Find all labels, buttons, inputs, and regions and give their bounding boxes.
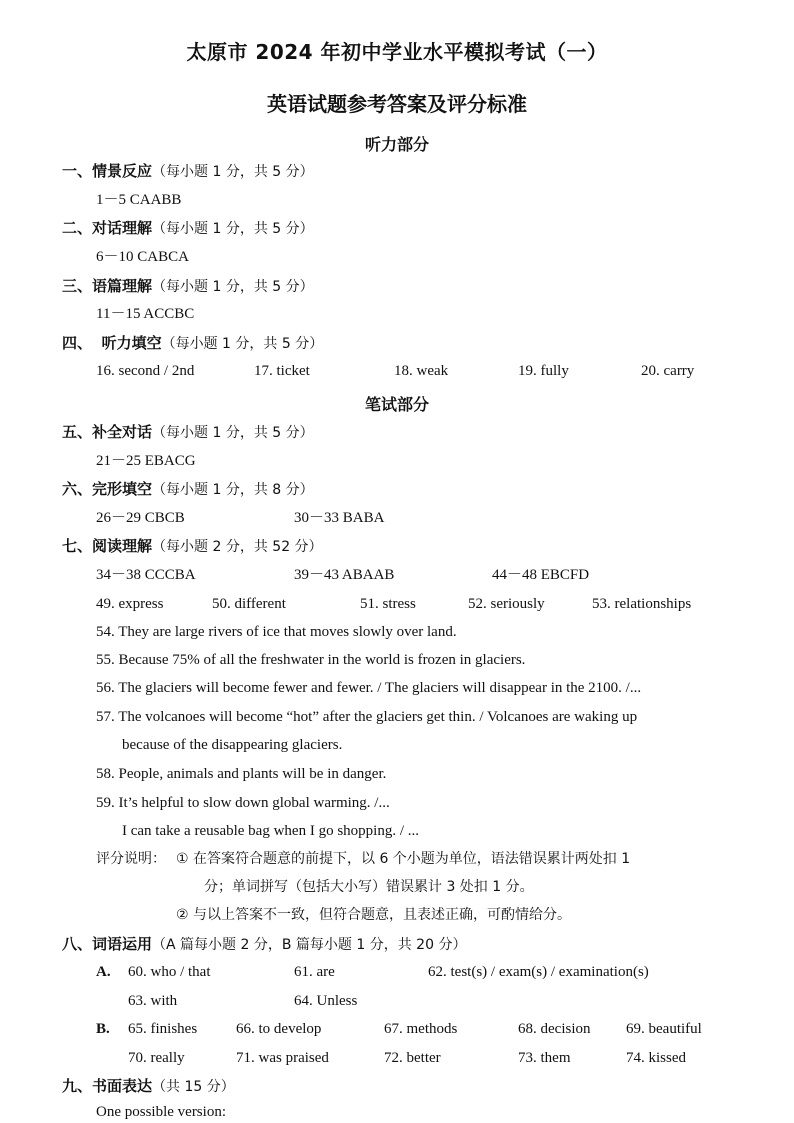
section-number: 九、 bbox=[62, 1077, 93, 1095]
section-6-heading bbox=[62, 479, 314, 500]
answer-56: 56. The glaciers will become fewer and fewer. / The glaciers will disappear in the 2100. /... bbox=[96, 680, 642, 696]
section-1-heading bbox=[62, 161, 314, 182]
section-number: 二、 bbox=[62, 219, 93, 237]
answer-69: 69. beautiful bbox=[626, 1021, 702, 1037]
section-9-heading bbox=[62, 1076, 235, 1097]
section-note: （A 篇每小题 2 分，B 篇每小题 1 分，共 20 分） bbox=[152, 937, 467, 953]
section-note: （每小题 1 分，共 5 分） bbox=[152, 425, 314, 441]
part-b-label: B. bbox=[96, 1021, 110, 1037]
listening-heading: 听力部分 bbox=[364, 135, 429, 154]
section-name: 语篇理解 bbox=[92, 277, 153, 295]
scoring-rule-1: ① 在答案符合题意的前提下，以 6 个小题为单位，语法错误累计两处扣 1 bbox=[176, 851, 631, 867]
section-5-heading bbox=[62, 422, 314, 443]
answer-61: 61. are bbox=[294, 964, 335, 980]
answer-51: 51. stress bbox=[360, 596, 416, 612]
answer-66: 66. to develop bbox=[236, 1021, 322, 1037]
section-name: 完形填空 bbox=[92, 480, 153, 498]
section-number: 五、 bbox=[62, 423, 93, 441]
section-number: 六、 bbox=[62, 480, 93, 498]
section-name: 书面表达 bbox=[92, 1077, 153, 1095]
section-number: 一、 bbox=[62, 162, 93, 180]
section-2-answer: 6－10 CABCA bbox=[96, 249, 189, 265]
section-number: 三、 bbox=[62, 277, 93, 295]
section-name: 情景反应 bbox=[92, 162, 153, 180]
section-name: 对话理解 bbox=[92, 219, 153, 237]
section-name: 词语运用 bbox=[92, 935, 153, 953]
answer-73: 73. them bbox=[518, 1050, 571, 1066]
answer-60: 60. who / that bbox=[128, 964, 211, 980]
answer-58: 58. People, animals and plants will be in danger. bbox=[96, 766, 387, 782]
answer-57: 57. The volcanoes will become “hot” after the glaciers get thin. / Volcanoes are waking up bbox=[96, 709, 638, 725]
answer-16: 16. second / 2nd bbox=[96, 363, 195, 379]
section-name: 听力填空 bbox=[101, 334, 162, 352]
answer-30-33: 30－33 BABA bbox=[294, 510, 385, 526]
answer-72: 72. better bbox=[384, 1050, 441, 1066]
section-note: （每小题 1 分，共 5 分） bbox=[161, 336, 324, 352]
answer-71: 71. was praised bbox=[236, 1050, 329, 1066]
scoring-notes-label: 评分说明： bbox=[96, 851, 166, 867]
section-note: （每小题 1 分，共 5 分） bbox=[152, 279, 314, 295]
section-1-answer: 1－5 CAABB bbox=[96, 192, 182, 208]
scoring-rule-1-cont: 分；单词拼写（包括大小写）错误累计 3 处扣 1 分。 bbox=[204, 879, 534, 895]
section-3-answer: 11－15 ACCBC bbox=[96, 306, 195, 322]
answer-63: 63. with bbox=[128, 993, 178, 1009]
section-note: （每小题 1 分，共 8 分） bbox=[152, 482, 314, 498]
section-4-heading bbox=[62, 333, 323, 354]
section-name: 阅读理解 bbox=[92, 537, 153, 555]
scoring-rule-2: ② 与以上答案不一致，但符合题意，且表述正确，可酌情给分。 bbox=[176, 907, 571, 923]
answer-53: 53. relationships bbox=[592, 596, 692, 612]
section-7-heading bbox=[62, 536, 323, 557]
answer-65: 65. finishes bbox=[128, 1021, 198, 1037]
answer-62: 62. test(s) / exam(s) / examination(s) bbox=[428, 964, 649, 980]
answer-68: 68. decision bbox=[518, 1021, 591, 1037]
answer-19: 19. fully bbox=[518, 363, 569, 379]
section-number: 七、 bbox=[62, 537, 93, 555]
section-8-heading bbox=[62, 934, 466, 955]
document-subtitle: 英语试题参考答案及评分标准 bbox=[267, 92, 527, 116]
answer-17: 17. ticket bbox=[254, 363, 310, 379]
answer-57-cont: because of the disappearing glaciers. bbox=[122, 737, 343, 753]
section-name: 补全对话 bbox=[92, 423, 153, 441]
section-9-answer: One possible version: bbox=[96, 1104, 226, 1120]
answer-18: 18. weak bbox=[394, 363, 449, 379]
section-number: 八、 bbox=[62, 935, 93, 953]
answer-20: 20. carry bbox=[641, 363, 695, 379]
section-3-heading bbox=[62, 276, 314, 297]
section-number: 四、 bbox=[62, 334, 93, 352]
section-note: （每小题 2 分，共 52 分） bbox=[152, 539, 323, 555]
answer-54: 54. They are large rivers of ice that moves slowly over land. bbox=[96, 624, 457, 640]
answer-49: 49. express bbox=[96, 596, 164, 612]
answer-44-48: 44－48 EBCFD bbox=[492, 567, 590, 583]
answer-74: 74. kissed bbox=[626, 1050, 686, 1066]
answer-64: 64. Unless bbox=[294, 993, 358, 1009]
answer-70: 70. really bbox=[128, 1050, 185, 1066]
answer-59: 59. It’s helpful to slow down global warming. /... bbox=[96, 795, 390, 811]
section-5-answer: 21－25 EBACG bbox=[96, 453, 196, 469]
answer-26-29: 26－29 CBCB bbox=[96, 510, 185, 526]
answer-59-cont: I can take a reusable bag when I go shopping. / ... bbox=[122, 823, 419, 839]
section-note: （共 15 分） bbox=[152, 1079, 235, 1095]
writing-heading: 笔试部分 bbox=[364, 395, 429, 414]
section-note: （每小题 1 分，共 5 分） bbox=[152, 164, 314, 180]
answer-50: 50. different bbox=[212, 596, 286, 612]
part-a-label: A. bbox=[96, 964, 111, 980]
answer-67: 67. methods bbox=[384, 1021, 458, 1037]
answer-55: 55. Because 75% of all the freshwater in the world is frozen in glaciers. bbox=[96, 652, 526, 668]
document-title: 太原市 2024 年初中学业水平模拟考试（一） bbox=[186, 40, 608, 64]
answer-52: 52. seriously bbox=[468, 596, 545, 612]
answer-34-38: 34－38 CCCBA bbox=[96, 567, 196, 583]
answer-39-43: 39－43 ABAAB bbox=[294, 567, 395, 583]
section-2-heading bbox=[62, 218, 314, 239]
section-note: （每小题 1 分，共 5 分） bbox=[152, 221, 314, 237]
